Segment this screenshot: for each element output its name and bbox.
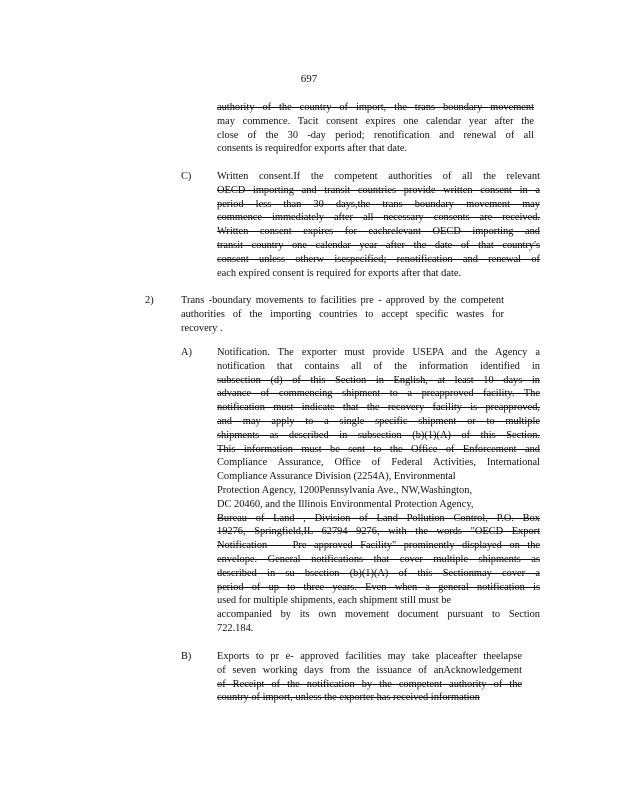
text-line: Written consent.If the competent authorities of all the relevant: [217, 171, 540, 182]
text-line: OECD importing and transit countries provide written consent in a: [217, 184, 540, 196]
text-line: This information must be sent to the Office of Enforcement and: [217, 443, 540, 455]
text-line: close of the 30 -day period; renotification and renewal of all: [217, 129, 534, 141]
text-line: Exports to pr e- approved facilities may take placeafter theelapse: [217, 651, 522, 662]
text-line: envelope. General notifications that cover multiple shipments as: [217, 553, 540, 565]
text-line: shipments as described in subsection (b)(1)(A) of this Section.: [217, 429, 540, 441]
text-line: Bureau of Land , Division of Land Pollution Control, P.O. Box: [217, 512, 540, 524]
text-line: transit country one calendar year after the date of that country's: [217, 239, 540, 251]
item-2-paragraph: [181, 294, 504, 335]
text-line: of Receipt of the notification by the competent authority of the: [217, 678, 522, 690]
text-line: Trans -boundary movements to facilities pre - approved by the competent: [181, 295, 504, 306]
text-line: Notification. The exporter must provide USEPA and the Agency a: [217, 347, 540, 358]
text-line: described in su bsection (b)(1)(A) of this Sectionmay cover a: [217, 567, 540, 579]
text-line: period of up to three years. Even when a general notification is: [217, 581, 540, 593]
text-line: 722.184.: [217, 622, 254, 634]
text-line: notification that contains all of the information identified in: [217, 360, 540, 372]
text-line: of seven working days from the issuance of anAcknowledgement: [217, 664, 522, 676]
item-2-label: 2): [145, 295, 154, 306]
text-line: each expired consent is required for exports after that date.: [217, 267, 462, 279]
text-line: used for multiple shipments, each shipment still must be: [217, 595, 452, 607]
text-line: Protection Agency, 1200Pennsylvania Ave., NW,Washington,: [217, 484, 473, 496]
text-line: country of import, unless the exporter has received information: [217, 692, 480, 704]
text-line: DC 20460, and the Illinois Environmental Protection Agency,: [217, 498, 474, 510]
text-line: Notification — Pre approved Facility" prominently displayed on the: [217, 540, 540, 552]
text-line: Compliance Assurance, Office of Federal Activities, International: [217, 457, 540, 469]
text-line: authority of the country of import, the trans boundary movement: [217, 102, 534, 113]
text-line: authorities of the importing countries to accept specific wastes for: [181, 308, 504, 320]
text-line: Written consent expires for eachrelevant OECD importing and: [217, 226, 540, 238]
text-line: notification must indicate that the recovery facility is preapproved,: [217, 402, 540, 414]
page-number: 697: [300, 73, 318, 85]
item-c-paragraph: [217, 170, 540, 280]
item-c-label: C): [181, 171, 192, 182]
text-line: subsection (d) of this Section in English, at least 10 days in: [217, 374, 540, 386]
text-line: consent unless otherw isespecified; renotification and renewal of: [217, 253, 540, 265]
text-line: commence immediately after all necessary consents are received.: [217, 212, 540, 224]
item-a-label: A): [181, 347, 192, 358]
text-line: recovery .: [181, 322, 223, 334]
item-b-label: B): [181, 651, 192, 662]
text-line: may commence. Tacit consent expires one calendar year after the: [217, 115, 534, 127]
text-line: consents is requiredfor exports after that date.: [217, 143, 408, 155]
item-b-paragraph: [217, 650, 522, 705]
text-line: 19276, Springfield,IL 62794 9276, with the words "OECD Export: [217, 526, 540, 538]
text-line: Compliance Assurance Division (2254A), Environmental: [217, 471, 456, 483]
item-a-paragraph: [217, 346, 540, 636]
text-line: period less than 30 days,the trans boundary movement may: [217, 198, 540, 210]
text-line: accompanied by its own movement document pursuant to Section: [217, 609, 540, 621]
continued-paragraph: [217, 101, 534, 156]
text-line: and may apply to a single specific shipment or to multiple: [217, 415, 540, 427]
text-line: advance of commencing shipment to a preapproved facility. The: [217, 388, 540, 400]
